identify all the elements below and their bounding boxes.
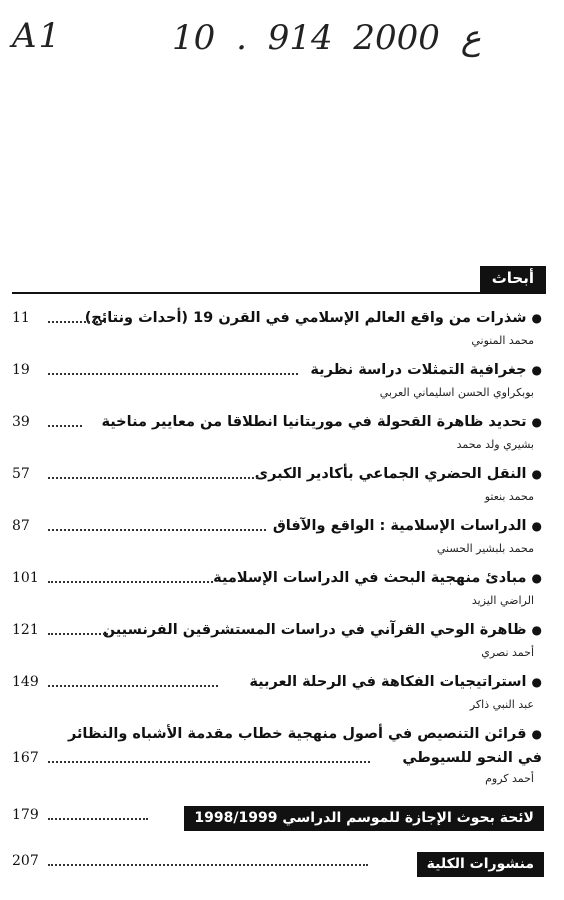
table-of-contents (0, 306, 564, 786)
entry-title: ●استراتيجيات الفكاهة في الرحلة العربية (249, 674, 542, 690)
toc-entry (0, 722, 564, 786)
bullet-icon: ● (531, 675, 542, 689)
entry-author: أحمد كروم (485, 772, 534, 785)
entry-title: ●ظاهرة الوحي القرآني في دراسات المستشرقين الفرنسيين (102, 622, 542, 638)
toc-entry (0, 618, 564, 670)
entry-title: ●جغرافية التمثلات دراسة نظرية (310, 362, 542, 378)
toc-entry (0, 514, 564, 566)
toc-entry (0, 566, 564, 618)
toc-entry (0, 410, 564, 462)
bullet-icon: ● (531, 727, 542, 741)
handwritten-annotation (0, 10, 564, 70)
dot-leader (48, 761, 370, 763)
entry-author: محمد بنعتو (484, 490, 534, 503)
toc-entry (0, 462, 564, 514)
page-number: 57 (12, 466, 30, 482)
page-number: 167 (12, 750, 39, 766)
dot-leader (48, 818, 148, 820)
toc-box-entry (0, 852, 564, 880)
section-rule (12, 292, 546, 294)
entry-author: محمد المنوني (471, 334, 534, 347)
bullet-icon: ● (531, 415, 542, 429)
page-number: 179 (12, 807, 39, 823)
entry-title: ●شذرات من واقع العالم الإسلامي في القرن 19 (أحداث ونتائج) (84, 310, 542, 326)
entry-title: ●النقل الحضري الجماعي بأكادير الكبرى (254, 466, 542, 482)
bullet-icon: ● (531, 311, 542, 325)
entry-author: محمد بلبشير الحسني (436, 542, 534, 555)
section-title: أبحاث (480, 266, 546, 292)
dot-leader (48, 581, 213, 583)
dot-leader (48, 373, 298, 375)
entry-title: ●قرائن التنصيص في أصول منهجية خطاب مقدمة الأشباه والنظائر (67, 726, 542, 742)
box-entry-label: لائحة بحوث الإجازة للموسم الدراسي 1998/1999 (184, 806, 544, 831)
entry-title: ●الدراسات الإسلامية : الواقع والآفاق (272, 518, 542, 534)
handwritten-code: A1 (12, 16, 63, 56)
dot-leader (48, 321, 106, 323)
entry-author: عبد النبي ذاكر (469, 698, 534, 711)
page-number: 19 (12, 362, 30, 378)
page-number: 87 (12, 518, 30, 534)
page-number: 101 (12, 570, 39, 586)
dot-leader (48, 529, 266, 531)
entry-author: بشيري ولد محمد (456, 438, 534, 451)
entry-title: ●مبادئ منهجية البحث في الدراسات الإسلامية (213, 570, 542, 586)
page-number: 39 (12, 414, 30, 430)
toc-entry (0, 670, 564, 722)
page-number: 207 (12, 853, 39, 869)
entry-author: بوبكراوي الحسن اسليماني العربي (379, 386, 534, 399)
entry-author: أحمد نصري (481, 646, 534, 659)
page-number: 11 (12, 310, 30, 326)
entry-title-continued: في النحو للسيوطي (402, 750, 542, 766)
page-number: 149 (12, 674, 39, 690)
entry-author: الراضي اليزيد (471, 594, 534, 607)
box-entry-label: منشورات الكلية (417, 852, 544, 877)
toc-box-entry (0, 806, 564, 834)
bullet-icon: ● (531, 467, 542, 481)
bullet-icon: ● (531, 363, 542, 377)
bullet-icon: ● (531, 519, 542, 533)
entry-title: ●تحديد ظاهرة القحولة في موريتانيا انطلاقا من معايير مناخية (101, 414, 542, 430)
toc-entry (0, 306, 564, 358)
toc-entry (0, 358, 564, 410)
bullet-icon: ● (531, 623, 542, 637)
bullet-icon: ● (531, 571, 542, 585)
dot-leader (48, 685, 218, 687)
dot-leader (48, 864, 368, 866)
dot-leader (48, 425, 82, 427)
dot-leader (48, 633, 108, 635)
dot-leader (48, 477, 258, 479)
handwritten-date-number: 10 . ع 2000 914 (172, 18, 482, 58)
page-number: 121 (12, 622, 39, 638)
